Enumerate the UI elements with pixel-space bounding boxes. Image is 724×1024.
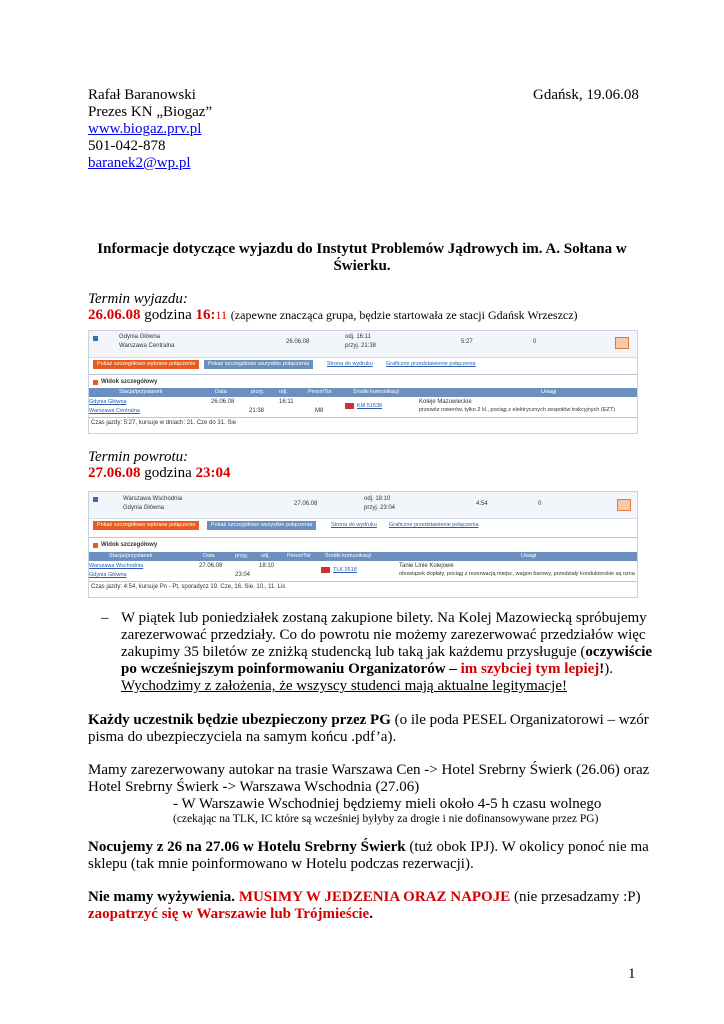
bullet-line4-tail: ). <box>604 661 614 677</box>
detail-remarks: obowiązek dopłaty, pociąg z rezerwacją miejsc, wagon barowy, przedziały konduktorskie są ozna <box>399 571 635 577</box>
bus-line1: Mamy zarezerwowany autokar na trasie Warszawa Cen -> Hotel Srebrny Świerk (26.06) oraz <box>88 762 650 778</box>
detail-carrier: Koleje Mazowieckie <box>419 399 472 405</box>
radio-dot-icon[interactable] <box>93 497 98 502</box>
graphic-link[interactable]: Graficzne przedstawienie połączenia <box>386 361 476 367</box>
connection-arr: przyj. 21:38 <box>345 343 377 349</box>
connection-duration: 4:54 <box>476 501 488 507</box>
train-icon <box>321 567 330 573</box>
author-role: Prezes KN „Biogaz” <box>88 104 213 120</box>
return-heading: Termin powrotu: <box>88 449 189 465</box>
col-transport: Środki komunikacji <box>325 553 371 559</box>
hotel-rest: (tuż obok IPJ). W okolicy ponoć nie ma <box>405 839 649 855</box>
detail-platform: M8 <box>315 408 324 414</box>
details-table-header <box>89 552 637 561</box>
food-line2-red: zaopatrzyć się w Warszawie lub Trójmieście <box>88 906 370 922</box>
food-rest: (nie przesadzamy :P) <box>510 889 641 905</box>
page-number: 1 <box>628 966 636 982</box>
detail-carrier: Tanie Linie Kolejowe <box>399 563 454 569</box>
detail-date: 27.06.08 <box>199 563 223 569</box>
insurance-line1 <box>88 711 649 729</box>
detail-from-station[interactable]: Gdynia Główna <box>89 399 127 405</box>
bus-line3: - W Warszawie Wschodniej będziemy mieli około 4-5 h czasu wolnego <box>173 796 602 812</box>
show-all-button[interactable]: Pokaż szczegółowo wszystkie połączenia <box>204 360 313 369</box>
document-title-line1: Informacje dotyczące wyjazdu do Instytut Problemów Jądrowych im. A. Sołtana w <box>97 241 627 257</box>
departure-date: 26.06.08 <box>88 307 141 323</box>
col-platform: Peron/Tor <box>287 553 311 559</box>
detail-remarks: przewóz rowerów, tylko 2 kl., pociąg z elektrycznych zespołów trakcyjnych (EZT) <box>419 407 615 413</box>
food-line2-end: . <box>369 906 373 922</box>
col-date: Data <box>203 553 215 559</box>
return-time: 23:04 <box>195 465 231 481</box>
timetable-return <box>88 491 638 598</box>
col-station: Stacja/przystanek <box>119 389 163 395</box>
bus-line4: (czekając na TLK, IC które są wcześniej byłyby za drogie i nie dofinansowywane przez PG) <box>173 813 599 825</box>
bullet-line1: W piątek lub poniedziałek zostaną zakupione bilety. Na Kolej Mazowiecką spróbujemy <box>121 610 647 626</box>
author-name: Rafał Baranowski <box>88 87 196 103</box>
departure-word: godzina <box>144 307 192 323</box>
detail-arr: 23:04 <box>235 572 251 578</box>
show-selected-button[interactable]: Pokaż szczegółowo wybrane połączenie <box>93 360 199 369</box>
insurance-bold: Każdy uczestnik będzie ubezpieczony przez PG <box>88 712 391 728</box>
col-station: Stacja/przystanek <box>109 553 153 559</box>
insurance-line2: pisma do ubezpieczyciela na samym końcu .pdf’a). <box>88 729 397 745</box>
connection-row <box>89 331 637 358</box>
bullet-marker: – <box>101 610 109 626</box>
website-link[interactable]: www.biogaz.prv.pl <box>88 121 202 137</box>
details-label: Widok szczegółowy <box>101 542 158 548</box>
detail-dep: 18:10 <box>259 563 275 569</box>
connection-dep: odj. 18:10 <box>364 496 391 502</box>
train-type-icon <box>615 337 629 349</box>
travel-summary: Czas jazdy: 5:27, kursuje w dniach: 21. Cze do 31. Sie <box>91 420 237 426</box>
food-line2 <box>88 905 373 923</box>
departure-note: (zapewne znacząca grupa, będzie startowała ze stacji Gdańsk Wrzeszcz) <box>230 308 578 322</box>
detail-arr: 21:38 <box>249 408 265 414</box>
hotel-bold: Nocujemy z 26 na 27.06 w Hotelu Srebrny Świerk <box>88 839 406 855</box>
departure-line <box>88 306 578 324</box>
bullet-line2: zarezerwować przedziały. Co do powrotu nie możemy zarezerwować przedziałów więc <box>121 627 646 643</box>
connection-from: Warszawa Wschodnia <box>123 496 183 502</box>
print-link[interactable]: Strona do wydruku <box>331 522 377 528</box>
show-selected-button[interactable]: Pokaż szczegółowo wybrane połączenie <box>93 521 199 530</box>
train-type-icon <box>617 499 631 511</box>
departure-time-mm: 11 <box>215 308 228 322</box>
col-dep: odj. <box>261 553 270 559</box>
bullet-line3-bold: oczywiście <box>585 644 653 660</box>
connection-from: Gdynia Główna <box>119 334 161 340</box>
departure-heading: Termin wyjazdu: <box>88 291 188 307</box>
connection-date: 26.06.08 <box>286 339 310 345</box>
show-all-button[interactable]: Pokaż szczegółowo wszystkie połączenia <box>207 521 316 530</box>
place-date: Gdańsk, 19.06.08 <box>533 87 639 103</box>
connection-dep: odj. 16:11 <box>345 334 371 340</box>
connection-arr: przyj. 23:04 <box>364 505 396 511</box>
return-word: godzina <box>144 465 192 481</box>
timetable-outbound <box>88 330 638 434</box>
detail-train-link[interactable]: TLK 2518 <box>333 567 357 573</box>
bullet-line3-text: zakupimy 35 biletów ze zniżką studencką lub taką jak każdemu przysługuje ( <box>121 644 586 660</box>
connection-row <box>89 492 637 519</box>
bullet-line4-red: im szybciej tym lepiej <box>460 661 600 677</box>
departure-time-hh: 16: <box>195 307 216 323</box>
bullet-line5: Wychodzimy z założenia, że wszyscy studenci mają aktualne legitymacje! <box>121 678 567 694</box>
col-arr: przyj. <box>251 389 265 395</box>
travel-summary: Czas jazdy: 4:54, kursuje Pn - Pt, sporadycz 19. Cze, 16. Sie, 10., 11. Lis <box>91 584 286 590</box>
email-link[interactable]: baranek2@wp.pl <box>88 155 191 171</box>
document-title-line2: Świerku. <box>333 258 391 274</box>
connection-changes: 0 <box>538 501 542 507</box>
return-line <box>88 464 230 482</box>
phone-number: 501-042-878 <box>88 138 166 154</box>
expand-icon[interactable] <box>93 543 98 548</box>
detail-dep: 16:11 <box>279 399 294 405</box>
bus-line2: Hotel Srebrny Świerk -> Warszawa Wschodnia (27.06) <box>88 779 420 795</box>
details-label: Widok szczegółowy <box>101 379 158 385</box>
col-date: Data <box>215 389 227 395</box>
bullet-line3 <box>121 643 652 661</box>
return-date: 27.06.08 <box>88 465 141 481</box>
col-dep: odj. <box>279 389 288 395</box>
train-icon <box>345 403 354 409</box>
col-notes: Uwagi <box>541 389 557 395</box>
hotel-line2: sklepu (tak mnie poinformowano w Hotelu podczas rezerwacji). <box>88 856 474 872</box>
connection-changes: 0 <box>533 339 537 345</box>
radio-dot-icon[interactable] <box>93 336 98 341</box>
col-transport: Środki komunikacji <box>353 389 399 395</box>
connection-date: 27.06.08 <box>294 501 318 507</box>
col-notes: Uwagi <box>521 553 537 559</box>
hotel-line1 <box>88 838 649 856</box>
insurance-rest: (o ile poda PESEL Organizatorowi – wzór <box>390 712 649 728</box>
detail-train-link[interactable]: KM 51538 <box>357 403 383 409</box>
bullet-line4-bold: po wcześniejszym poinformowaniu Organizatorów – <box>121 661 461 677</box>
bullet-line4-exclaim: ! <box>599 661 605 677</box>
connection-to: Gdynia Główna <box>123 505 165 511</box>
col-platform: Peron/Tor <box>308 389 332 395</box>
print-link[interactable]: Strona do wydruku <box>327 361 373 367</box>
food-red: MUSIMY W JEDZENIA ORAZ NAPOJE <box>235 889 511 905</box>
connection-to: Warszawa Centralna <box>119 343 175 349</box>
col-arr: przyj. <box>235 553 249 559</box>
detail-to-station[interactable]: Gdynia Główna <box>89 572 127 578</box>
food-bold: Nie mamy wyżywienia. <box>88 889 236 905</box>
detail-to-station[interactable]: Warszawa Centralna <box>89 408 140 414</box>
connection-duration: 5:27 <box>461 339 473 345</box>
expand-icon[interactable] <box>93 380 98 385</box>
detail-date: 26.06.08 <box>211 399 235 405</box>
graphic-link[interactable]: Graficzne przedstawienie połączenia <box>389 522 479 528</box>
bullet-line4 <box>121 660 613 678</box>
food-line1 <box>88 888 641 906</box>
details-table-header <box>89 388 637 397</box>
detail-from-station[interactable]: Warszawa Wschodnia <box>89 563 144 569</box>
